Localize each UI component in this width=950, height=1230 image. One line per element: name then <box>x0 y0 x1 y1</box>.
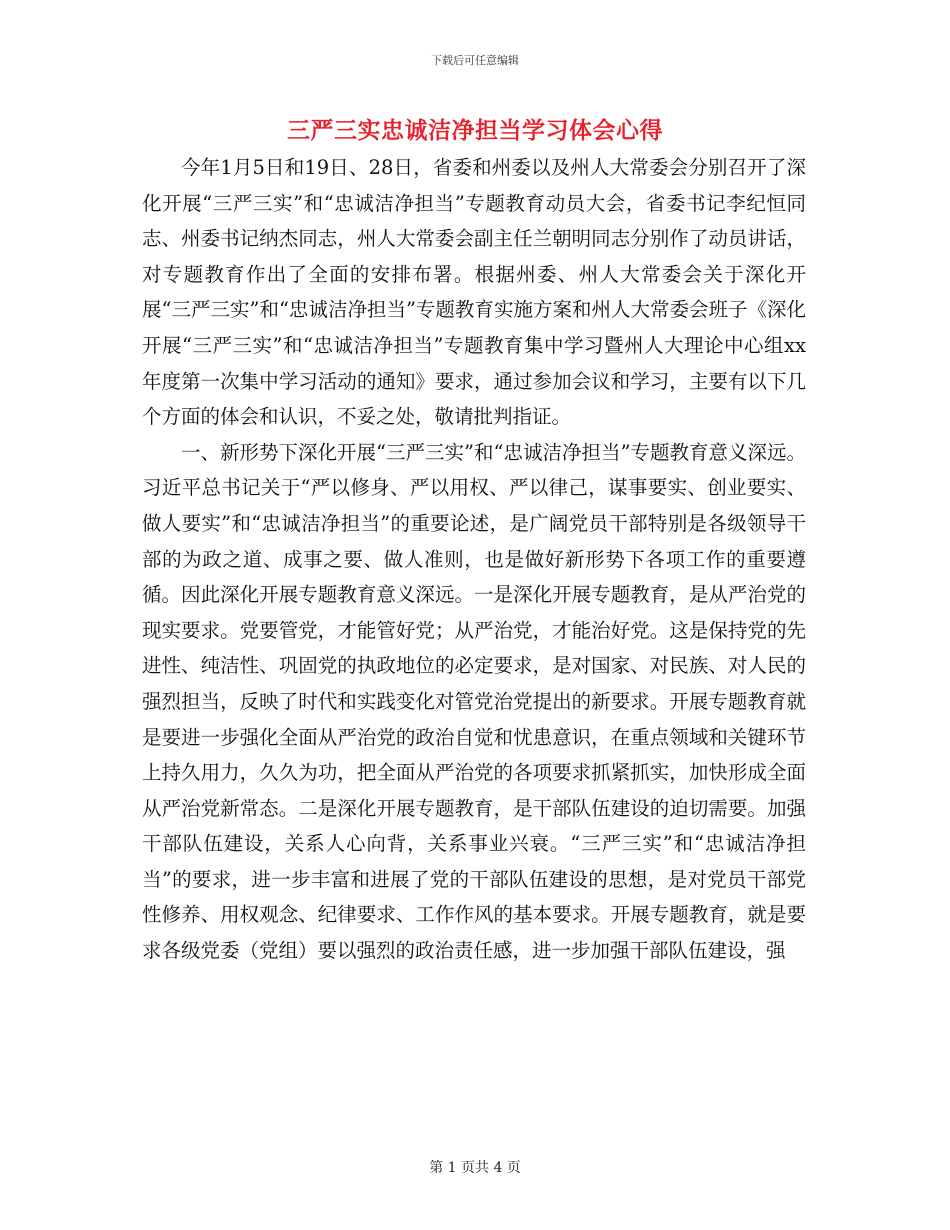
document-body <box>142 150 806 969</box>
paragraph: 今年1月5日和19日、28日，省委和州委以及州人大常委会分别召开了深化开展“三严三实”和“忠诚洁净担当”专题教育动员大会，省委书记李纪恒同志、州委书记纳杰同志，州人大常委会副主任兰朝明同志分别作了动员讲话，对专题教育作出了全面的安排布署。根据州委、州人大常委会关于深化开展“三严三实”和“忠诚洁净担当”专题教育实施方案和州人大常委会班子《深化开展“三严三实”和“忠诚洁净担当”专题教育集中学习暨州人大理论中心组xx年度第一次集中学习活动的通知》要求，通过参加会议和学习，主要有以下几个方面的体会和认识，不妥之处，敬请批判指证。 <box>142 156 806 429</box>
page-number: 第 1 页共 4 页 <box>429 1160 521 1176</box>
document-title: 三严三实忠诚洁净担当学习体会心得 <box>287 117 663 144</box>
header-note: 下载后可任意编辑 <box>431 54 519 67</box>
paragraph: 一、新形势下深化开展“三严三实”和“忠诚洁净担当”专题教育意义深远。习近平总书记关于“严以修身、严以用权、严以律己，谋事要实、创业要实、做人要实”和“忠诚洁净担当”的重要论述，是广阔党员干部特别是各级领导干部的为政之道、成事之要、做人准则，也是做好新形势下各项工作的重要遵循。因此深化开展专题教育意义深远。一是深化开展专题教育，是从严治党的现实要求。党要管党，才能管好党；从严治党，才能治好党。这是保持党的先进性、纯洁性、巩固党的执政地位的必定要求，是对国家、对民族、对人民的强烈担当，反映了时代和实践变化对管党治党提出的新要求。开展专题教育就是要进一步强化全面从严治党的政治自觉和忧患意识，在重点领域和关键环节上持久用力，久久为功，把全面从严治党的各项要求抓紧抓实，加快形成全面从严治党新常态。二是深化开展专题教育，是干部队伍建设的迫切需要。加强干部队伍建设，关系人心向背，关系事业兴衰。“三严三实”和“忠诚洁净担当”的要求，进一步丰富和进展了党的干部队伍建设的思想，是对党员干部党性修养、用权观念、纪律要求、工作作风的基本要求。开展专题教育，就是要求各级党委（党组）要以强烈的政治责任感，进一步加强干部队伍建设，强 <box>142 440 806 963</box>
